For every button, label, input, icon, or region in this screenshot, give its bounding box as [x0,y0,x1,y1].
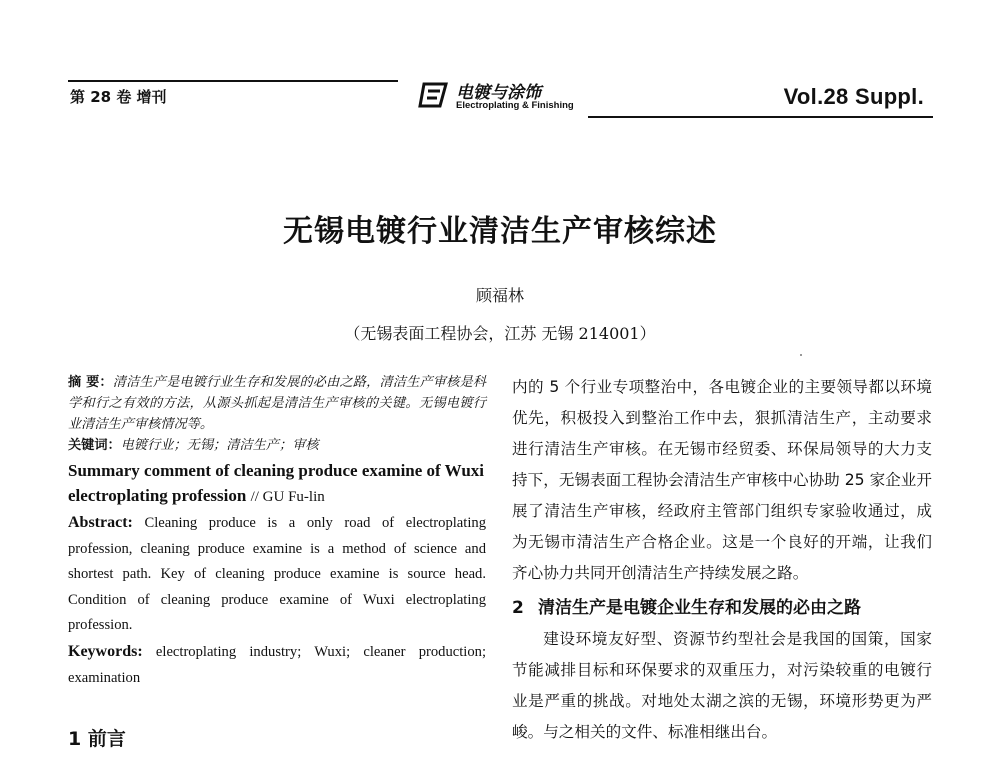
journal-logo [418,78,598,114]
english-abstract-text: Cleaning produce is a only road of electroplating profession, cleaning produce examine is a method of science and shortest path. Key of cleaning produce examine is source head. Condition of cleaning produce examine of Wuxi electroplating profession. [68,515,486,634]
paper-title: 无锡电镀行业清洁生产审核综述 [283,214,717,249]
english-keywords-text: electroplating industry; Wuxi; cleaner production; examination [68,643,487,686]
header-left-rule [68,80,398,82]
abstract-chinese-label: 摘 要： [68,375,113,390]
logo-chinese-name: 电镀与涂饰 [456,83,541,103]
english-keywords [68,639,486,691]
logo-english-name: Electroplating & Finishing [456,100,574,111]
volume-label: Vol.28 Suppl. [783,84,924,109]
english-title [68,458,486,510]
keywords-chinese-label: 关键词： [68,438,121,453]
section-2-title: 清洁生产是电镀企业生存和发展的必由之路 [538,598,861,618]
section-2-number: 2 [512,598,524,618]
paper-author: 顾福林 [475,286,524,305]
english-title-text: Summary comment of cleaning produce examine of Wuxi electroplating profession [68,461,485,505]
section-1-heading: 1 前言 [68,728,126,750]
abstract-chinese-text: 清洁生产是电镀行业生存和发展的必由之路，清洁生产审核是科学和行之有效的方法，从源头抓起是清洁生产审核的关键。无锡电镀行业清洁生产审核情况等。 [68,375,486,432]
body-paragraph-1: 内的 5 个行业专项整治中，各电镀企业的主要领导都以环境优先，积极投入到整治工作中去，狠抓清洁生产，主动要求进行清洁生产审核。在无锡市经贸委、环保局领导的大力支持下，无锡表面工程协会清洁生产审核中心协助 25 家企业开展了清洁生产审核，经政府主管部门组织专家验收通过，成为无锡市清洁生产合格企业。这是一个良好的开端，让我们齐心协力共同开创清洁生产持续发展之路。 [512,378,932,582]
keywords-chinese-text: 电镀行业；无锡；清洁生产；审核 [120,438,319,453]
section-2-heading [512,593,932,624]
header-right-rule [588,116,933,118]
english-abstract-label: Abstract: [68,514,133,531]
english-author: // GU Fu-lin [250,489,325,505]
scan-speck [800,354,802,356]
paper-affiliation: （无锡表面工程协会，江苏 无锡 214001） [344,324,656,343]
abstract-chinese [68,372,486,435]
english-keywords-label: Keywords: [68,642,143,660]
body-paragraph-2: 建设环境友好型、资源节约型社会是我国的国策，国家节能减排目标和环保要求的双重压力，对污染较重的电镀行业是严重的挑战。对地处太湖之滨的无锡，环境形势更为严峻。与之相关的文件、标准相继出台。 [512,630,932,741]
left-column [68,372,486,691]
english-abstract [68,510,486,639]
journal-logo-icon [418,80,452,110]
issue-label: 第 28 卷 增刊 [70,88,167,106]
right-column [512,372,932,748]
keywords-chinese [68,435,486,456]
